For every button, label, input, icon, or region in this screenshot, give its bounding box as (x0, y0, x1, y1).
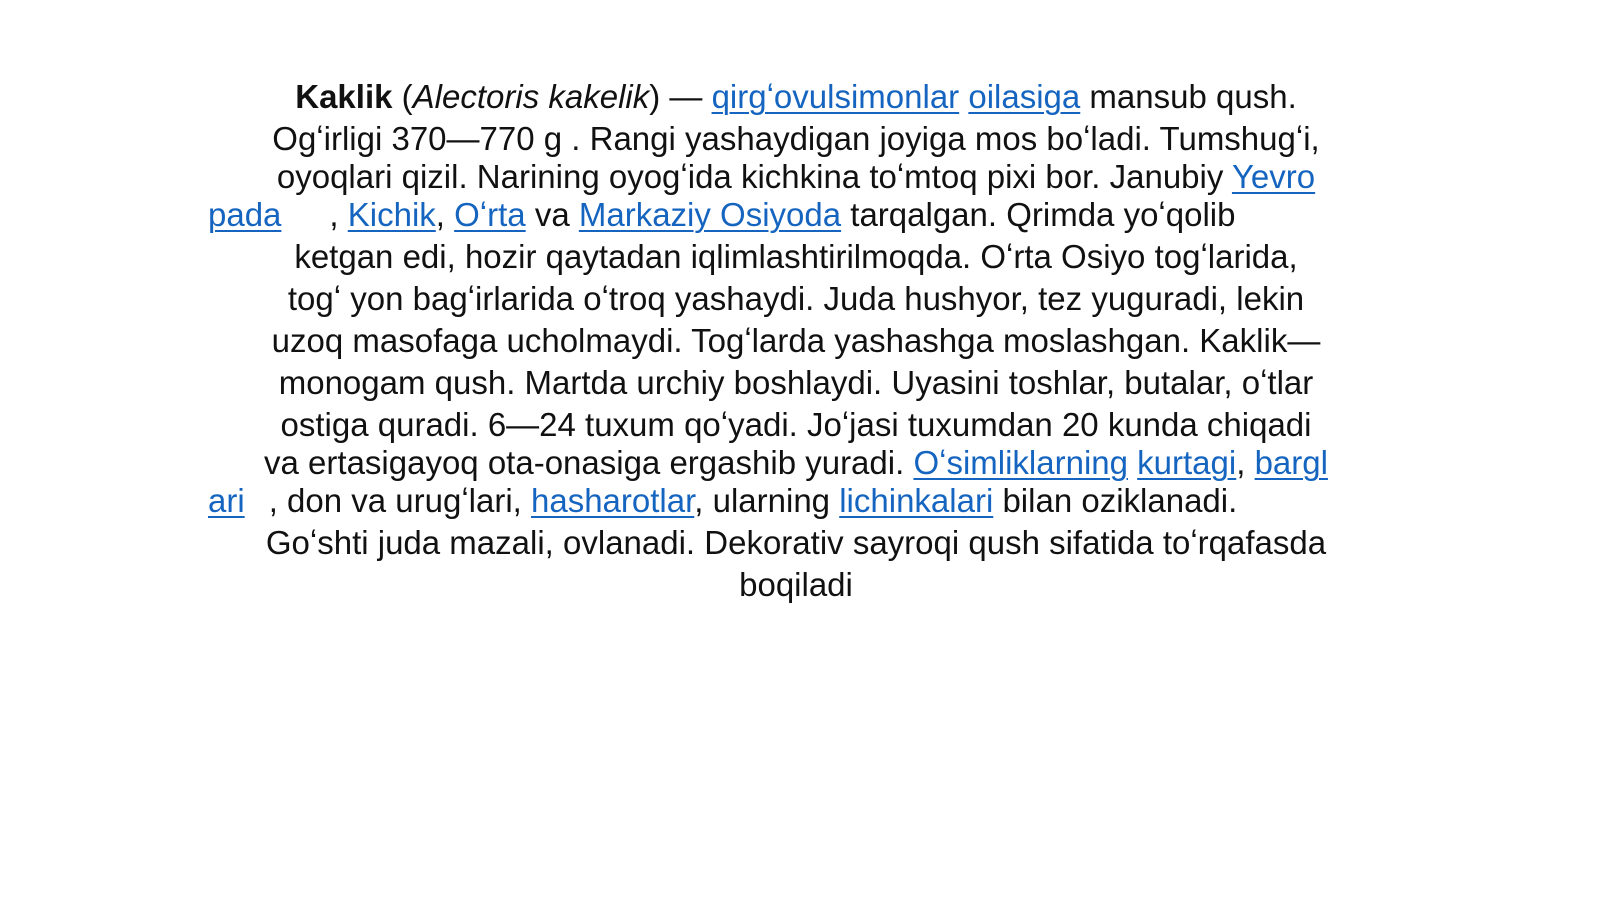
text-line-8: monogam qush. Martda urchiy boshlaydi. Uyasini toshlar, butalar, oʻtlar (278, 364, 1314, 401)
link-oilasiga[interactable]: oilasiga (968, 78, 1081, 115)
term-kaklik: Kaklik (295, 78, 393, 115)
text-line-11: ari , don va urugʻlari, hasharotlar, ularning lichinkalari bilan oziklanadi. (208, 482, 1238, 519)
article-paragraph (208, 76, 1384, 606)
link-yevropa-part2[interactable]: pada (208, 196, 282, 233)
link-hasharotlar[interactable]: hasharotlar (531, 482, 695, 519)
link-markaziy-osiyoda[interactable]: Markaziy Osiyoda (578, 196, 842, 233)
text-line-10: va ertasigayoq ota-onasiga ergashib yuradi. Oʻsimliklarning kurtagi, bargl (264, 444, 1328, 481)
link-orta[interactable]: Oʻrta (454, 196, 526, 233)
link-yevropa-part1[interactable]: Yevro (1231, 158, 1316, 195)
text-line-5: ketgan edi, hozir qaytadan iqlimlashtirilmoqda. Oʻrta Osiyo togʻlarida, (294, 238, 1298, 275)
text-line-1: Kaklik (Alectoris kakelik) — qirgʻovulsimonlar oilasiga mansub qush. (295, 78, 1297, 115)
link-kichik[interactable]: Kichik (347, 196, 436, 233)
text-line-3: oyoqlari qizil. Narining oyogʻida kichkina toʻmtoq pixi bor. Janubiy Yevro (276, 158, 1316, 195)
link-lichinkalari[interactable]: lichinkalari (839, 482, 994, 519)
text-line-9: ostiga quradi. 6—24 tuxum qoʻyadi. Joʻjasi tuxumdan 20 kunda chiqadi (280, 406, 1312, 443)
link-qirgovulsimonlar[interactable]: qirgʻovulsimonlar (711, 78, 960, 115)
text-line-12: Goʻshti juda mazali, ovlanadi. Dekorativ sayroqi qush sifatida toʻrqafasda (265, 524, 1327, 561)
link-kurtagi[interactable]: kurtagi (1137, 444, 1237, 481)
link-osimliklarning[interactable]: Oʻsimliklarning (913, 444, 1128, 481)
text-line-2: Ogʻirligi 370—770 g . Rangi yashaydigan joyiga mos boʻladi. Tumshugʻi, (272, 120, 1320, 157)
text-line-7: uzoq masofaga ucholmaydi. Togʻlarda yashashga moslashgan. Kaklik— (271, 322, 1321, 359)
link-barglari-part1[interactable]: bargl (1254, 444, 1328, 481)
text-line-6: togʻ yon bagʻirlarida oʻtroq yashaydi. Juda hushyor, tez yuguradi, lekin (287, 280, 1305, 317)
latin-name: Alectoris kakelik (412, 78, 650, 115)
text-line-13: boqiladi (739, 566, 853, 603)
link-barglari-part2[interactable]: ari (208, 482, 245, 519)
text-line-4: pada , Kichik, Oʻrta va Markaziy Osiyoda tarqalgan. Qrimda yoʻqolib (208, 196, 1236, 233)
